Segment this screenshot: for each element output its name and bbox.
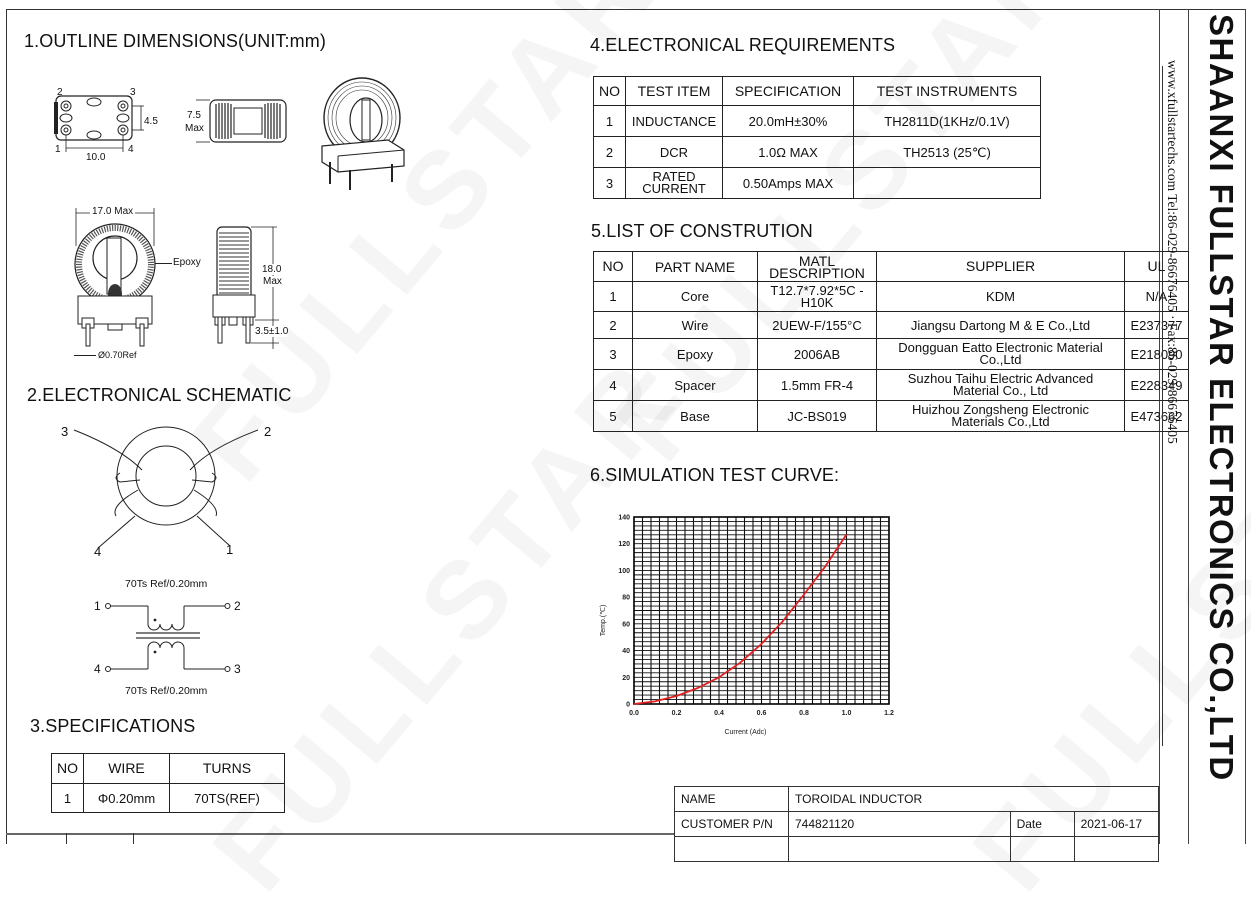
table-row [594, 137, 1041, 168]
col-matl-description: MATL DESCRIPTION [758, 252, 877, 282]
customer-pn-label: CUSTOMER P/N [675, 812, 789, 837]
svg-text:0.6: 0.6 [756, 710, 767, 717]
cell-specification: 1.0Ω MAX [723, 137, 854, 168]
cell-matl-description: JC-BS019 [758, 401, 877, 432]
epoxy-callout: Epoxy [173, 257, 201, 268]
cell-supplier: Dongguan Eatto Electronic Material Co.,Ltd [877, 339, 1125, 370]
winding-note-bottom: 70Ts Ref/0.20mm [125, 685, 208, 697]
col-no: NO [52, 754, 84, 784]
svg-text:100: 100 [618, 567, 630, 575]
svg-text:20: 20 [622, 674, 630, 682]
contact-underline [1162, 66, 1163, 746]
schematic-title: 2.ELECTRONICAL SCHEMATIC [27, 385, 292, 405]
toroid-pin-2: 2 [264, 424, 272, 439]
pin-diameter-dim-line [74, 355, 96, 356]
cell-ul: N/A [1125, 282, 1189, 312]
sheet-border-left [6, 9, 7, 844]
cell-specification: 20.0mH±30% [723, 106, 854, 137]
cell-no: 2 [594, 312, 633, 339]
title-row-partial [675, 837, 1159, 862]
cell-supplier: Suzhou Taihu Electric Advanced Material Co., Ltd [877, 370, 1125, 401]
table-row [594, 401, 1189, 432]
title-row-name [675, 787, 1159, 812]
cell-wire: Φ0.20mm [84, 784, 170, 813]
table-header-row [594, 77, 1041, 106]
cell-supplier: Huizhou Zongsheng Electronic Materials Co.,Ltd [877, 401, 1125, 432]
svg-text:0.0: 0.0 [629, 710, 639, 717]
cell-no: 1 [52, 784, 84, 813]
table-row [594, 168, 1041, 199]
col-wire: WIRE [84, 754, 170, 784]
dim-height-7-5: 7.5 [187, 110, 201, 121]
dim-height-4-5: 4.5 [144, 116, 158, 127]
svg-text:0: 0 [626, 701, 630, 709]
cell-test-instrument: TH2811D(1KHz/0.1V) [854, 106, 1041, 137]
sheet-border-top [6, 9, 1245, 10]
cell-part-name: Base [633, 401, 758, 432]
specifications-table [51, 753, 285, 813]
outline-title: 1.OUTLINE DIMENSIONS(UNIT:mm) [24, 31, 326, 51]
cell-part-name: Core [633, 282, 758, 312]
dim-height-18-note: Max [263, 276, 282, 287]
contact-strip [1160, 60, 1188, 760]
contact-text: www.xfullstartechs.com Tel:86-029-86676405 · Fax:86-029-86676405 [1165, 60, 1180, 444]
cell-supplier: KDM [877, 282, 1125, 312]
cell-matl-description: 1.5mm FR-4 [758, 370, 877, 401]
curve-title: 6.SIMULATION TEST CURVE: [590, 465, 840, 485]
cell-ul: E473662 [1125, 401, 1189, 432]
col-turns: TURNS [170, 754, 285, 784]
cell-part-name: Wire [633, 312, 758, 339]
cell-matl-description: T12.7*7.92*5C -H10K [758, 282, 877, 312]
date-value: 2021-06-17 [1074, 812, 1158, 837]
cell-turns: 70TS(REF) [170, 784, 285, 813]
cell-test-item: INDUCTANCE [626, 106, 723, 137]
inductor-side-view-drawing [190, 96, 290, 146]
col-test-item: TEST ITEM [626, 77, 723, 106]
dim-width-17: 17.0 Max [92, 206, 134, 217]
temperature-rise-chart [590, 505, 910, 745]
svg-text:1.0: 1.0 [841, 710, 852, 717]
cell-no: 5 [594, 401, 633, 432]
outline-front-view [68, 206, 168, 356]
svg-text:0.8: 0.8 [799, 710, 809, 717]
company-strip [1196, 14, 1244, 844]
col-no: NO [594, 77, 626, 106]
svg-text:Temp.(℃): Temp.(℃) [600, 604, 607, 637]
svg-text:40: 40 [622, 648, 630, 656]
title-row-customer [675, 812, 1159, 837]
inductor-3d-drawing [318, 66, 408, 191]
pin-label-2: 2 [57, 87, 63, 98]
table-row [594, 282, 1189, 312]
col-no: NO [594, 252, 633, 282]
cell-no: 1 [594, 106, 626, 137]
cell-specification: 0.50Amps MAX [723, 168, 854, 199]
name-label: NAME [675, 787, 789, 812]
title-block [674, 786, 1159, 862]
transformer-pin-4: 4 [94, 662, 101, 676]
cell-test-item: DCR [626, 137, 723, 168]
pin-length-label: 3.5±1.0 [255, 326, 289, 337]
transformer-pin-2: 2 [234, 599, 241, 613]
col-specification: SPECIFICATION [723, 77, 854, 106]
transformer-symbol [104, 596, 234, 676]
construction-table [593, 251, 1189, 432]
toroid-pin-1: 1 [226, 542, 234, 557]
svg-text:120: 120 [618, 541, 630, 549]
customer-pn-value: 744821120 [789, 812, 1011, 837]
table-row [594, 106, 1041, 137]
cell-matl-description: 2006AB [758, 339, 877, 370]
pin-label-3: 3 [130, 87, 136, 98]
pin-diameter-label: Ø0.70Ref [98, 350, 137, 360]
bottom-cell-divider [133, 833, 134, 844]
toroid-schematic [60, 418, 280, 558]
common-mode-choke-symbol [104, 596, 234, 676]
transformer-pin-3: 3 [234, 662, 241, 676]
name-value: TOROIDAL INDUCTOR [789, 787, 1159, 812]
cell-no: 3 [594, 168, 626, 199]
cell-ul: E237377 [1125, 312, 1189, 339]
chart-canvas [590, 505, 910, 745]
outline-side-view [190, 96, 290, 146]
cell-supplier: Jiangsu Dartong M & E Co.,Ltd [877, 312, 1125, 339]
cell-no: 2 [594, 137, 626, 168]
epoxy-leader-line [155, 263, 172, 264]
toroid-winding-drawing [60, 418, 280, 558]
inductor-front-drawing [68, 206, 168, 356]
bottom-cell-divider [66, 833, 67, 844]
table-header-row [52, 754, 285, 784]
table-row [594, 370, 1189, 401]
cell-test-instrument: TH2513 (25℃) [854, 137, 1041, 168]
col-ul: UL [1125, 252, 1189, 282]
svg-text:140: 140 [618, 514, 630, 522]
table-row [52, 784, 285, 813]
pin-label-4: 4 [128, 144, 134, 155]
svg-text:80: 80 [622, 594, 630, 602]
date-label: Date [1010, 812, 1074, 837]
winding-note-top: 70Ts Ref/0.20mm [125, 578, 208, 590]
svg-text:60: 60 [622, 621, 630, 629]
sheet-border-bottom [6, 833, 674, 835]
col-part-name: PART NAME [633, 252, 758, 282]
outline-3d-view [318, 66, 408, 191]
svg-text:0.4: 0.4 [714, 710, 724, 717]
requirements-title: 4.ELECTRONICAL REQUIREMENTS [590, 35, 896, 55]
table-row [594, 339, 1189, 370]
transformer-pin-1: 1 [94, 599, 101, 613]
cell-test-item: RATED CURRENT [626, 168, 723, 199]
construction-title: 5.LIST OF CONSTRUTION [591, 221, 813, 241]
dim-height-18: 18.0 [262, 264, 282, 275]
cell-no: 3 [594, 339, 633, 370]
cell-ul: E228349 [1125, 370, 1189, 401]
col-supplier: SUPPLIER [877, 252, 1125, 282]
sheet-border-right [1245, 9, 1246, 844]
cell-part-name: Epoxy [633, 339, 758, 370]
toroid-pin-4: 4 [94, 544, 102, 559]
dim-height-7-5-note: Max [185, 123, 204, 134]
pin-label-1: 1 [55, 144, 61, 155]
dim-width-10: 10.0 [86, 152, 106, 163]
cell-no: 4 [594, 370, 633, 401]
svg-text:1.2: 1.2 [884, 710, 894, 717]
toroid-pin-3: 3 [61, 424, 69, 439]
specifications-title: 3.SPECIFICATIONS [30, 716, 196, 736]
svg-text:0.2: 0.2 [671, 710, 682, 717]
cell-part-name: Spacer [633, 370, 758, 401]
cell-no: 1 [594, 282, 633, 312]
table-row [594, 312, 1189, 339]
svg-text:Current (Adc): Current (Adc) [724, 729, 767, 736]
col-test-instruments: TEST INSTRUMENTS [854, 77, 1041, 106]
cell-test-instrument [854, 168, 1041, 199]
cell-ul: E218090 [1125, 339, 1189, 370]
cell-matl-description: 2UEW-F/155°C [758, 312, 877, 339]
table-header-row [594, 252, 1189, 282]
company-name: SHAANXI FULLSTAR ELECTRONICS CO.,LTD [1203, 14, 1240, 782]
requirements-table [593, 76, 1041, 199]
